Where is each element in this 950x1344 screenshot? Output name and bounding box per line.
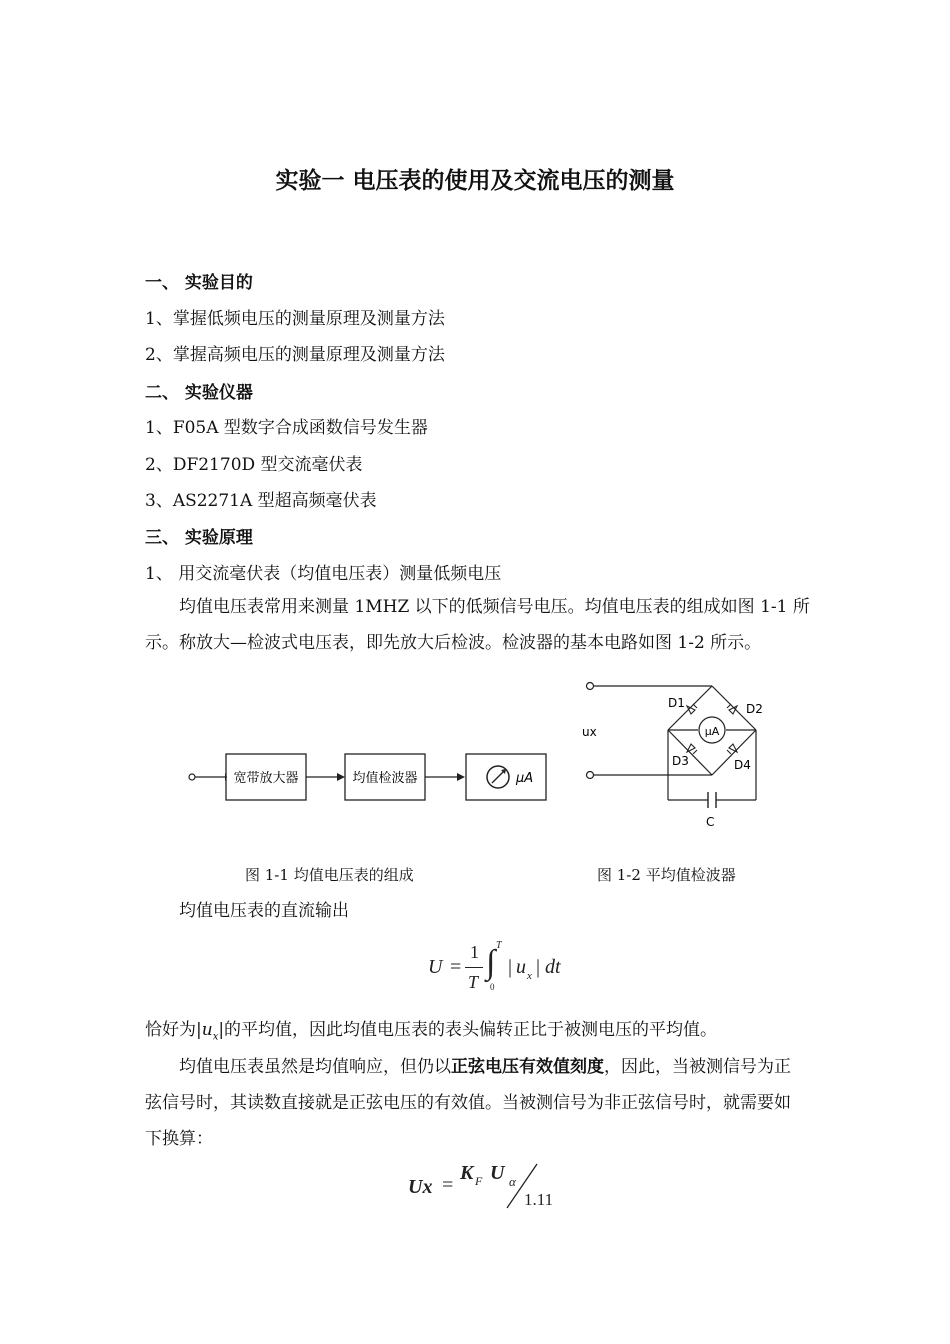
formula-subscript: x (527, 970, 532, 982)
formula-symbol: dt (545, 956, 561, 978)
paragraph-intro: 均值电压表常用来测量 1MHZ 以下的低频信号电压。均值电压表的组成如图 1-1 所示。称放大—检波式电压表，即先放大后检波。检波器的基本电路如图 1-2 所示。 (145, 597, 810, 653)
formula-symbol: Ux (408, 1176, 433, 1198)
formula-numerator: 1 (470, 942, 479, 962)
fraction-bar (465, 967, 483, 968)
formula-symbol: U (428, 956, 443, 978)
formula-subscript: α (509, 1174, 516, 1189)
bridge-meter-label: μA (704, 725, 720, 738)
formula-symbol: U (490, 1162, 505, 1184)
text-run-bold: 正弦电压有效值刻度 (451, 1057, 604, 1077)
diode-label-d2: D2 (746, 702, 763, 716)
section-heading-principle: 三、 实验原理 (145, 528, 253, 548)
integral-sign: ∫ (486, 944, 496, 981)
formula-symbol: K (460, 1162, 474, 1184)
subsection-heading: 1、 用交流毫伏表（均值电压表）测量低频电压 (145, 564, 502, 584)
list-item: 3、AS2271A 型超高频毫伏表 (145, 491, 377, 511)
text-run: 恰好为| (145, 1020, 202, 1040)
text-run: x (212, 1031, 219, 1043)
text-run: u (201, 1020, 213, 1040)
figure-bridge-detector (580, 670, 800, 835)
formula-average-voltage (428, 942, 578, 1000)
meter-label: μA (516, 771, 534, 786)
list-item: 1、F05A 型数字合成函数信号发生器 (145, 418, 428, 438)
text-run: |的平均值，因此均值电压表的表头偏转正比于被测电压的平均值。 (218, 1020, 718, 1040)
formula-symbol: u (516, 956, 526, 978)
paragraph-dc-output: 均值电压表的直流输出 (179, 901, 349, 921)
formula-symbol: | (508, 956, 513, 978)
diode-label-d1: D1 (668, 696, 685, 710)
section-heading-purpose: 一、 实验目的 (145, 273, 253, 293)
formula-conversion (408, 1162, 588, 1218)
formula-symbol: = (450, 956, 462, 978)
integral-lower-limit: 0 (490, 982, 495, 992)
list-item: 2、掌握高频电压的测量原理及测量方法 (145, 345, 445, 365)
formula-denominator: T (468, 972, 479, 992)
paragraph-sine-scale (145, 1049, 807, 1157)
formula-symbol: | (536, 956, 541, 978)
diode-label-d4: D4 (734, 758, 751, 772)
formula-symbol: = (442, 1174, 454, 1196)
figure-block-diagram (180, 740, 560, 815)
block-wideband-amplifier: 宽带放大器 (233, 771, 299, 786)
diode-label-d3: D3 (672, 754, 689, 768)
formula-denominator: 1.11 (524, 1190, 554, 1209)
section-heading-instruments: 二、 实验仪器 (145, 383, 253, 403)
page-title: 实验一 电压表的使用及交流电压的测量 (275, 168, 675, 194)
integral-upper-limit: T (496, 940, 502, 951)
list-item: 2、DF2170D 型交流毫伏表 (145, 455, 363, 475)
capacitor-label: C (706, 815, 715, 829)
list-item: 1、掌握低频电压的测量原理及测量方法 (145, 309, 445, 329)
formula-subscript: F (475, 1174, 483, 1188)
text-run: ，因此，当被测信号为正弦信号时，其读数直接就是正弦电压的有效值。当被测信号为非正弦信号时，就需要如下换算： (145, 1057, 791, 1149)
figure-caption: 图 1-1 均值电压表的组成 (245, 866, 414, 884)
block-average-detector: 均值检波器 (352, 771, 418, 786)
text-run: 均值电压表虽然是均值响应，但仍以 (179, 1057, 451, 1077)
figure-caption: 图 1-2 平均值检波器 (597, 866, 736, 884)
input-label-ux: ux (582, 725, 597, 739)
